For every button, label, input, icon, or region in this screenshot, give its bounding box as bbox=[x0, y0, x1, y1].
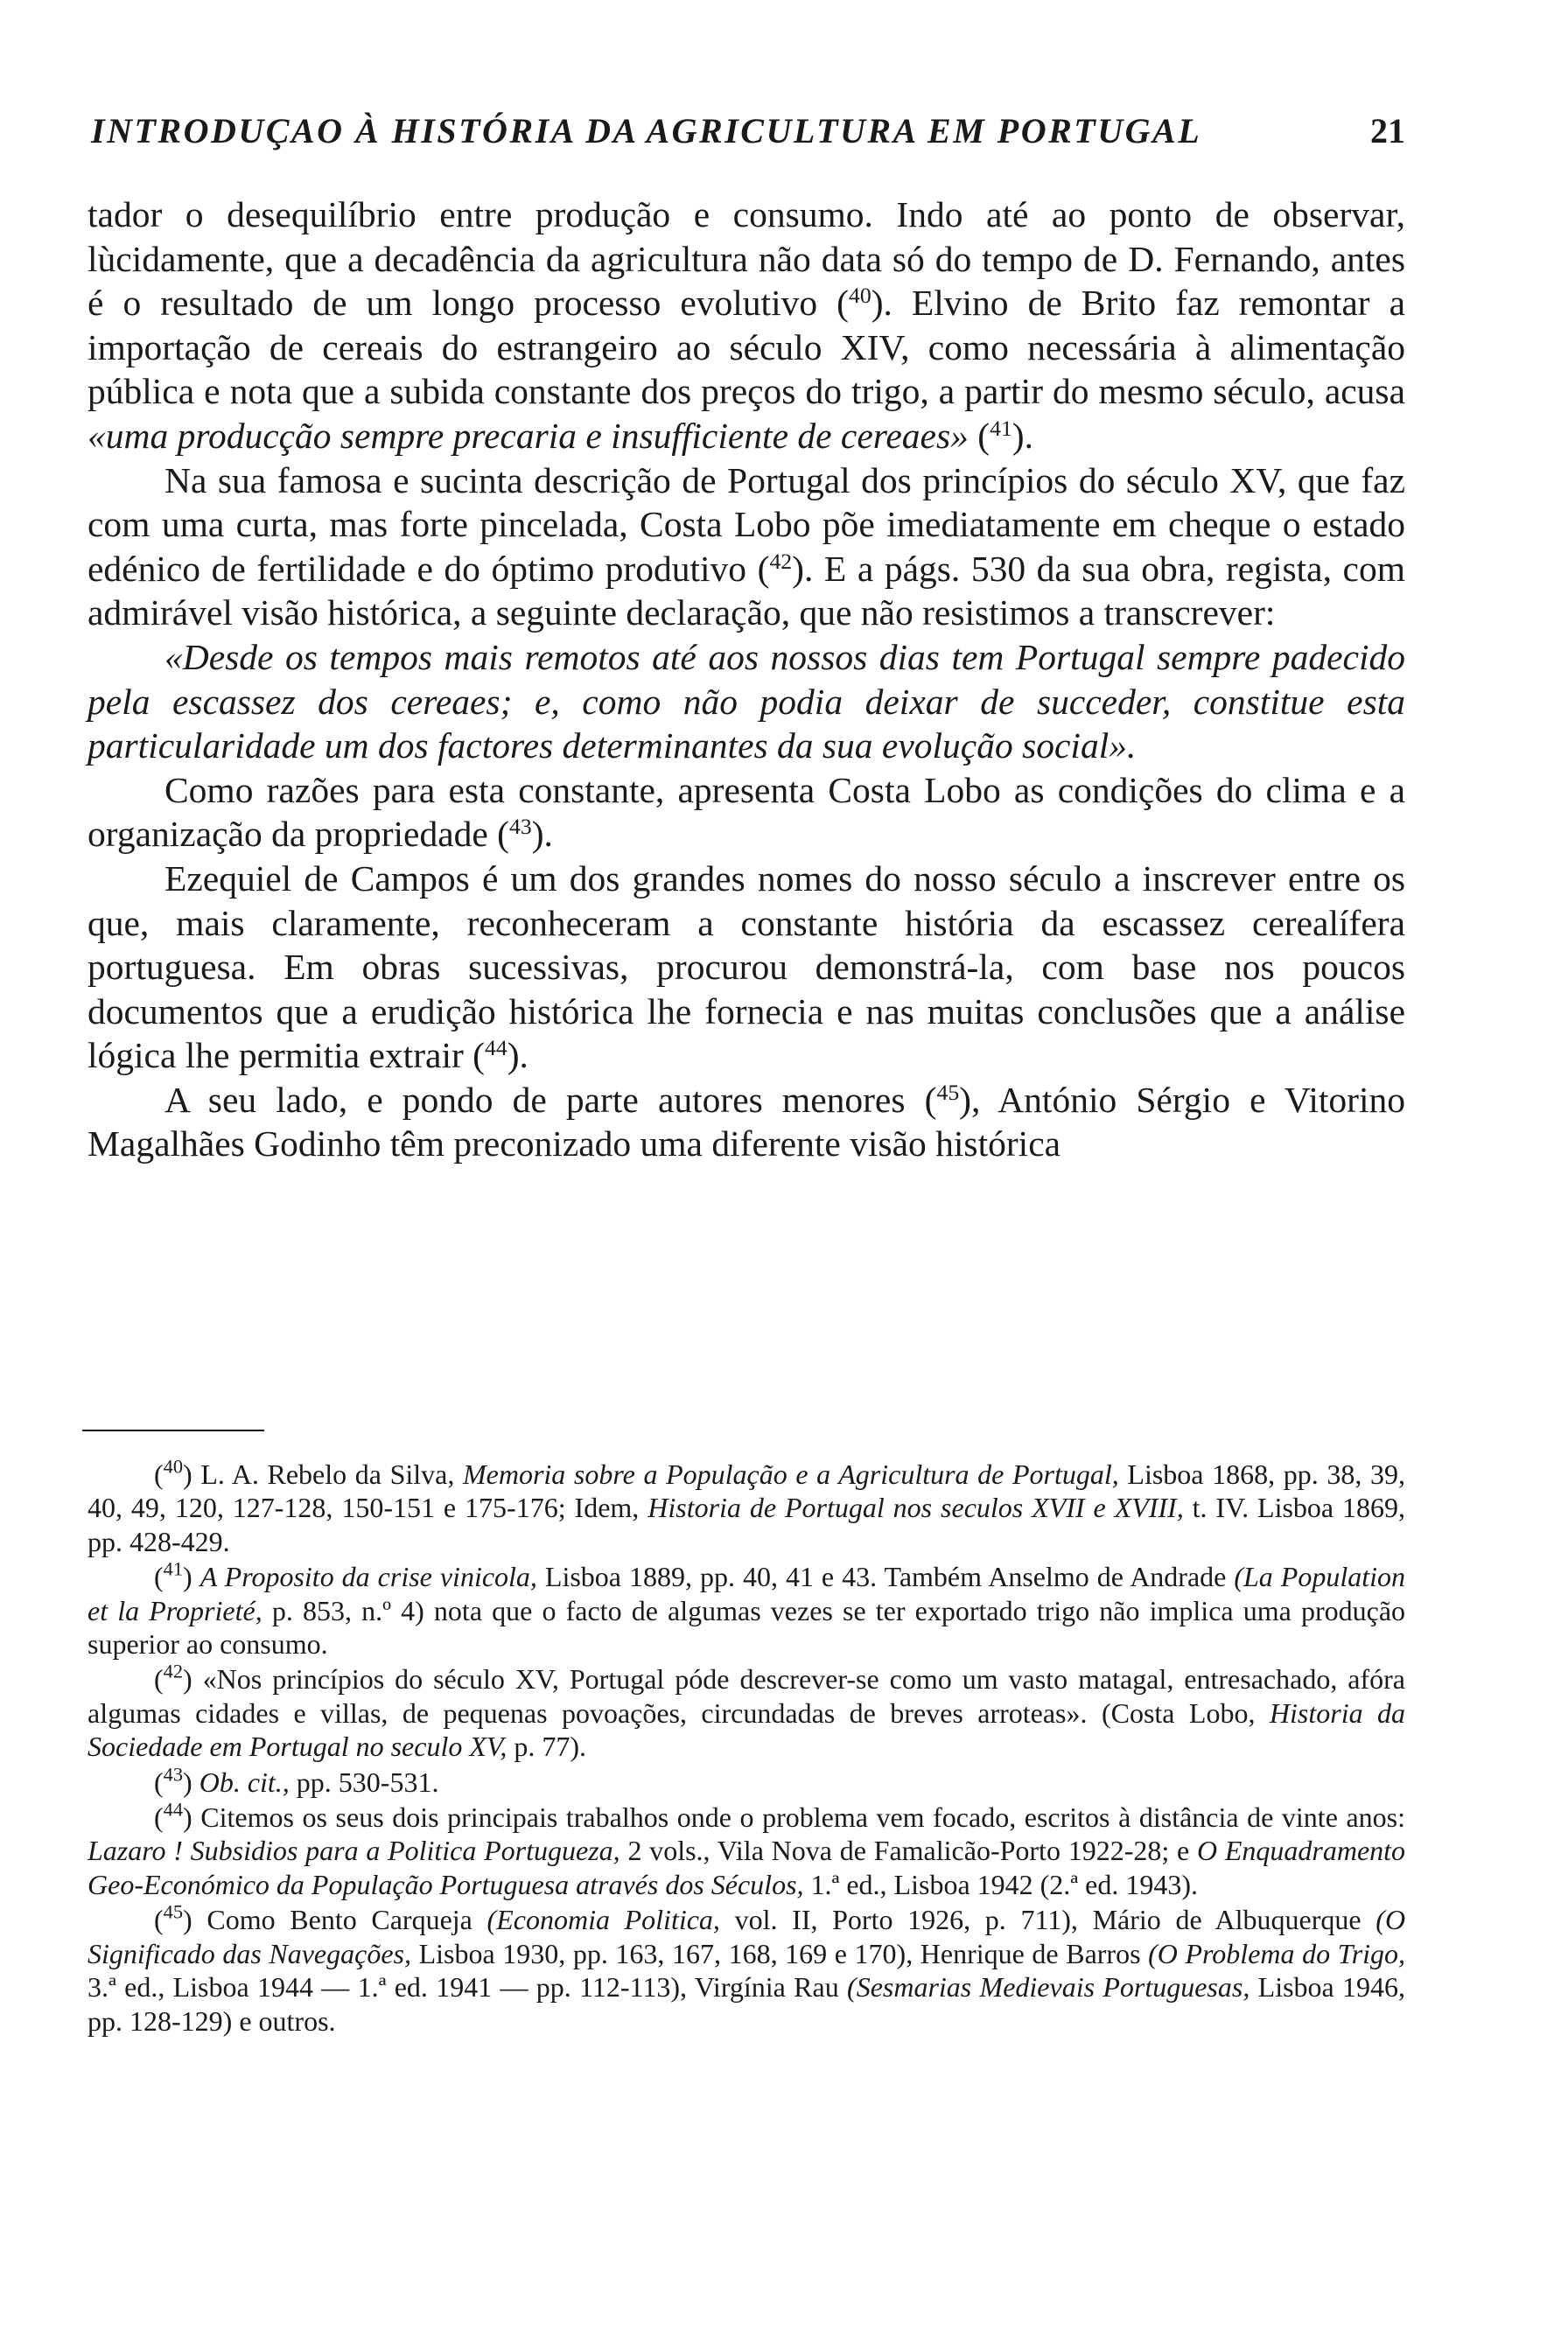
body-text bbox=[88, 192, 1405, 1166]
paragraph-2: Na sua famosa e sucinta descrição de Portugal dos princípios do século XV, que faz com uma curta, mas forte pincelada, Costa Lobo põe imediatamente em cheque o estado edénico de fertilidade e do óptimo produtivo ($^{42}$). E a págs. 530 da sua obra, regista, com admirável visão histórica, a seguinte declaração, que não resistimos a transcrever: bbox=[88, 459, 1405, 633]
footnote-number: ($^{41}$) bbox=[154, 1557, 192, 1593]
running-title: INTRODUÇAO À HISTÓRIA DA AGRICULTURA EM PORTUGAL bbox=[91, 111, 1202, 150]
footnote-ref-42[interactable]: 42 bbox=[769, 548, 793, 574]
paragraph-4: Ezequiel de Campos é um dos grandes nomes do nosso século a inscrever entre os que, mais claramente, reconheceram a constante história da escassez cerealífera portuguesa. Em obras sucessivas, procurou demonstrá-la, com base nos poucos documentos que a erudição histórica lhe fornecia e nas muitas conclusões que a análise lógica lhe permitia extrair ($^{44}$). bbox=[88, 857, 1405, 1076]
footnote-number: ($^{44}$) bbox=[154, 1798, 192, 1834]
footnote-ref-43[interactable]: 43 bbox=[509, 814, 532, 840]
paragraph-1: tador o desequilíbrio entre produção e consumo. Indo até ao ponto de observar, lùcidamente, que a decadência da agricultura não data só do tempo de D. Fernando, antes é o resultado de um longo processo evolutivo ($^{40}$). Elvino de Brito faz remontar a importação de cereais do estrangeiro ao século XIV, como necessária à alimentação pública e nota que a subida constante dos preços do trigo, a partir do mesmo século, acusa «uma producção sempre precaria e insufficiente de cereaes» ($^{41}$). bbox=[88, 194, 1406, 456]
footnote-45: ($^{45}$) Como Bento Carqueja (Economia Politica, vol. II, Porto 1926, p. 711), Mário de Albuquerque (O Significado das Navegações, Lisboa 1930, pp. 163, 167, 168, 169 e 170), Henrique de Barros (O Problema do Trigo, 3.ª ed., Lisboa 1944 — 1.ª ed. 1941 — pp. 112-113), Virgínia Rau (Sesmarias Medievais Portuguesas, Lisboa 1946, pp. 128-129) e outros. bbox=[88, 1900, 1406, 2037]
quoted-phrase: «uma producção sempre precaria e insufficiente de cereaes» bbox=[88, 415, 969, 456]
footnote-number: ($^{42}$) bbox=[154, 1661, 192, 1696]
footnote-divider bbox=[82, 1430, 264, 1431]
page-header bbox=[91, 110, 1405, 151]
paragraph-3: Como razões para esta constante, apresenta Costa Lobo as condições do clima e a organização da propriedade ($^{43}$). bbox=[88, 769, 1405, 855]
footnote-ref-40[interactable]: 40 bbox=[848, 283, 872, 309]
paragraph-5: A seu lado, e pondo de parte autores menores ($^{45}$), António Sérgio e Vitorino Magalhães Godinho têm preconizado uma diferente visão histórica bbox=[88, 1079, 1406, 1165]
footnote-41: ($^{41}$) A Proposito da crise vinicola, Lisboa 1889, pp. 40, 41 e 43. Também Anselmo de Andrade (La Population et la Proprieté, p. 853, n.º 4) nota que o facto de algumas vezes se ter exportado trigo não implica uma produção superior ao consumo. bbox=[88, 1557, 1406, 1661]
footnote-44: ($^{44}$) Citemos os seus dois principais trabalhos onde o problema vem focado, escritos à distância de vinte anos: Lazaro ! Subsidios para a Politica Portugueza, 2 vols., Vila Nova de Famalicão-Porto 1922-28; e O Enquadramento Geo-Económico da População Portuguesa através dos Séculos, 1.ª ed., Lisboa 1942 (2.ª ed. 1943). bbox=[88, 1798, 1406, 1900]
footnotes bbox=[88, 1452, 1405, 2039]
footnote-number: ($^{45}$) bbox=[154, 1900, 192, 1936]
footnote-40: ($^{40}$) L. A. Rebelo da Silva, Memoria sobre a População e a Agricultura de Portugal, Lisboa 1868, pp. 38, 39, 40, 49, 120, 127-128, 150-151 e 175-176; Idem, Historia de Portugal nos seculos XVII e XVIII, t. IV. Lisboa 1869, pp. 428-429. bbox=[88, 1455, 1406, 1557]
footnote-ref-44[interactable]: 44 bbox=[485, 1035, 508, 1061]
page-number: 21 bbox=[1370, 111, 1405, 150]
footnote-42: ($^{42}$) «Nos princípios do século XV, Portugal póde descrever-se como um vasto matagal, entresachado, afóra algumas cidades e villas, de pequenas povoações, circundadas de breves arroteas». (Costa Lobo, Historia da Sociedade em Portugal no seculo XV, p. 77). bbox=[88, 1661, 1406, 1763]
footnote-43: ($^{43}$) Ob. cit., pp. 530-531. bbox=[154, 1763, 439, 1798]
footnote-number: ($^{40}$) bbox=[154, 1455, 192, 1490]
footnote-number: ($^{43}$) bbox=[154, 1763, 192, 1798]
footnote-ref-41[interactable]: 41 bbox=[990, 415, 1012, 441]
footnote-ref-45[interactable]: 45 bbox=[936, 1079, 960, 1105]
block-quote: «Desde os tempos mais remotos até aos nossos dias tem Portugal sempre padecido pela escassez dos cereaes; e, como não podia deixar de succeder, constitue esta particularidade um dos factores determinantes da sua evolução social». bbox=[88, 636, 1405, 766]
